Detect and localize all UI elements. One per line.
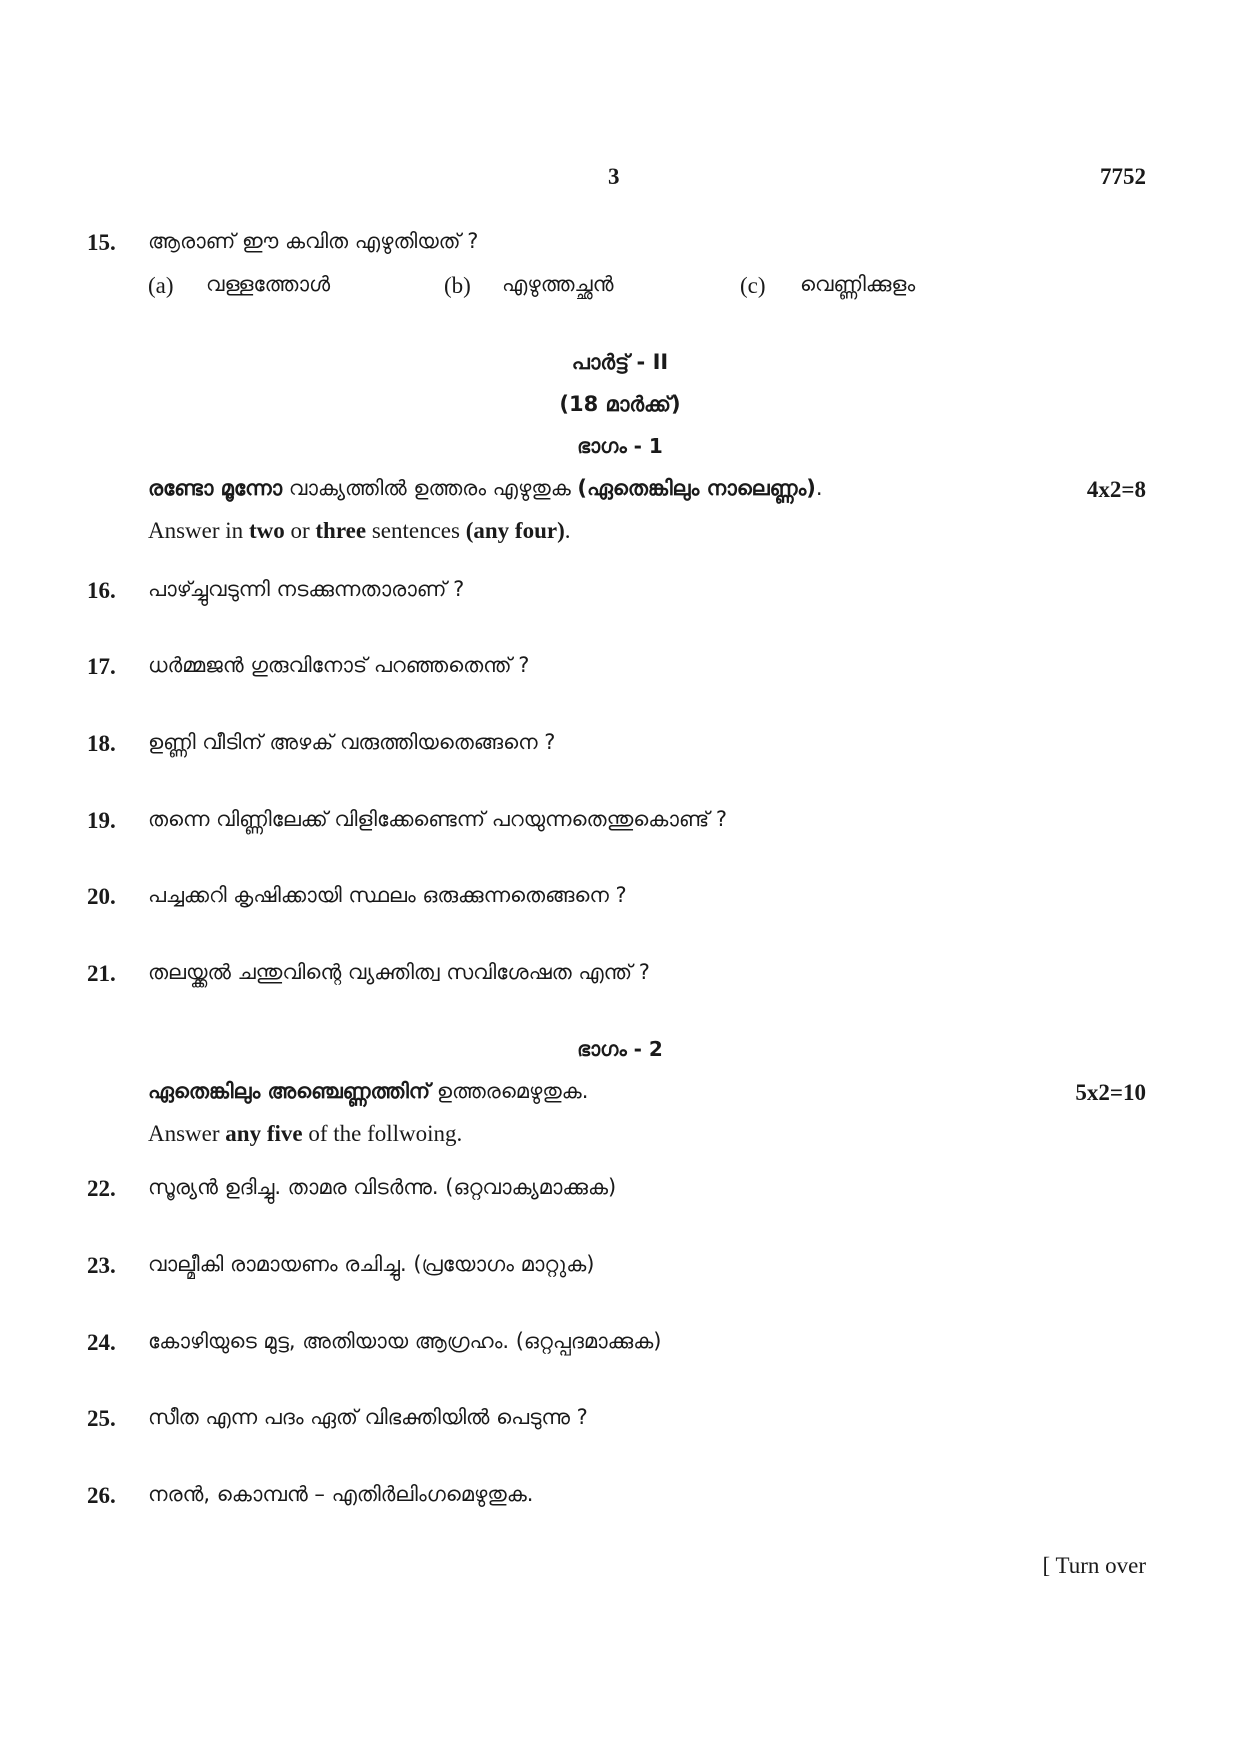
english-part-e: sentences [366,518,466,543]
option-c-text: വെണ്ണിക്കുളം [800,272,916,296]
english-part-c: of the follwoing. [302,1121,463,1146]
question-text: തലയ്ക്കൽ ചന്തുവിന്റെ വ്യക്തിത്വ സവിശേഷത എന്ത് ? [148,960,650,984]
option-a-label: (a) [148,273,174,298]
english-bold-two: two [248,518,285,543]
question-number: 18. [87,731,116,756]
section-2-marks: 5x2=10 [1075,1080,1146,1105]
question-number: 22. [87,1176,116,1201]
instruction-bold-2: (ഏതെങ്കിലും നാലെണ്ണം) [577,476,816,500]
instruction-bold: ഏതെങ്കിലും അഞ്ചെണ്ണത്തിന് [148,1079,431,1103]
option-a-text: വള്ളത്തോൾ [206,272,331,296]
question-text: പച്ചക്കറി കൃഷിക്കായി സ്ഥലം ഒരുക്കുന്നതെങ്ങനെ ? [148,883,627,907]
english-part-g: . [564,518,571,543]
question-number: 24. [87,1330,116,1355]
question-text: തന്നെ വിണ്ണിലേക്ക് വിളിക്കേണ്ടെന്ന് പറയുന്നതെന്തുകൊണ്ട് ? [148,807,728,831]
instruction-rest: ഉത്തരമെഴുതുക. [430,1079,589,1103]
section-1-marks: 4x2=8 [1086,477,1146,502]
question-number: 17. [87,654,116,679]
section-1-title: ഭാഗം - 1 [577,434,663,458]
question-number: 21. [87,961,116,986]
part-marks: (18 മാർക്ക്) [559,392,681,416]
question-number: 16. [87,578,116,603]
turn-over-note: [ Turn over [1042,1553,1146,1578]
option-c-label: (c) [740,273,766,298]
question-text: സീത എന്ന പദം ഏത് വിഭക്തിയിൽ പെടുന്നു ? [148,1405,588,1429]
english-part-c: or [284,518,316,543]
question-text: കോഴിയുടെ മുട്ട, അതിയായ ആഗ്രഹം. (ഒറ്റപ്പദമാക്കുക) [148,1329,662,1353]
question-number: 26. [87,1483,116,1508]
question-number: 20. [87,884,116,909]
question-text: പാഴ്ച്ചുവടുന്നി നടക്കുന്നതാരാണ് ? [148,577,465,601]
question-number: 19. [87,808,116,833]
question-number: 23. [87,1253,116,1278]
part-title: പാർട്ട് - II [571,350,669,374]
page-number: 3 [608,164,620,189]
question-text: ആരാണ് ഈ കവിത എഴുതിയത് ? [148,229,479,253]
instruction-mid: വാക്യത്തിൽ ഉത്തരം എഴുതുക [282,476,578,500]
section-2-title: ഭാഗം - 2 [577,1037,663,1061]
question-text: ഉണ്ണി വീടിന് അഴക് വരുത്തിയതെങ്ങനെ ? [148,730,556,754]
option-b-text: എഴുത്തച്ഛൻ [502,272,614,296]
question-text: നരൻ, കൊമ്പൻ – എതിർലിംഗമെഴുതുക. [148,1482,534,1506]
english-bold-any-four: (any four) [465,518,565,543]
question-number: 25. [87,1406,116,1431]
section-1-english-instruction [148,518,570,544]
question-text: സൂര്യൻ ഉദിച്ചു. താമര വിടർന്നു. (ഒറ്റവാക്യമാക്കുക) [148,1175,617,1199]
question-text: ധർമ്മജൻ ഗുരുവിനോട് പറഞ്ഞതെന്ത് ? [148,653,530,677]
question-number: 15. [87,230,116,255]
section-2-instruction [148,1079,588,1104]
english-bold-any-five: any five [225,1121,303,1146]
section-2-english-instruction [148,1121,462,1147]
english-part-a: Answer in [148,518,249,543]
english-bold-three: three [315,518,367,543]
question-text: വാല്മീകി രാമായണം രചിച്ചു. (പ്രയോഗം മാറ്റുക) [148,1252,595,1276]
english-part-a: Answer [148,1121,226,1146]
instruction-bold-1: രണ്ടോ മൂന്നോ [148,476,283,500]
option-b-label: (b) [444,273,471,298]
section-1-instruction [148,476,823,501]
instruction-end: . [815,476,823,500]
paper-code: 7752 [1100,164,1146,189]
